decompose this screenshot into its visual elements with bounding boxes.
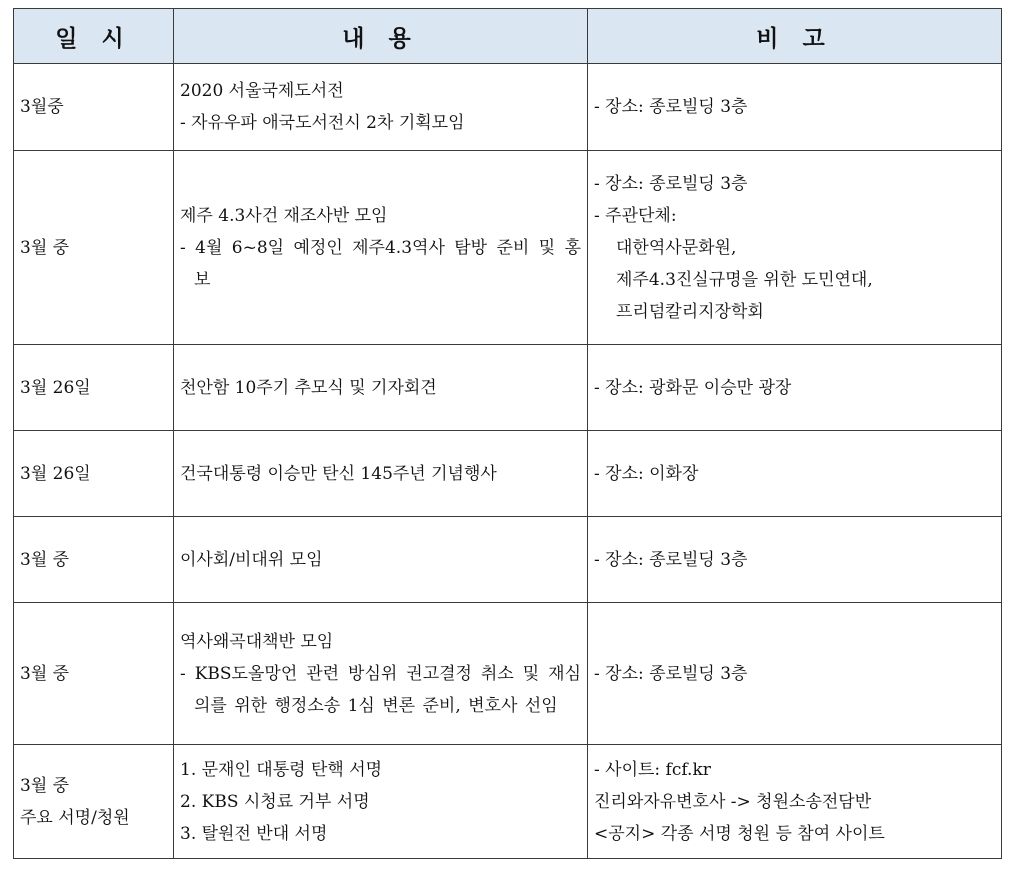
header-row xyxy=(14,9,1002,64)
content-title: 제주 4.3사건 재조사반 모임 xyxy=(180,205,388,226)
content-title: 천안함 10주기 추모식 및 기자회견 xyxy=(180,377,437,398)
content-title: 건국대통령 이승만 탄신 145주년 기념행사 xyxy=(180,463,497,484)
content-title: 2020 서울국제도서전 xyxy=(180,81,344,101)
note-text: - 장소: 종로빌딩 3층 xyxy=(594,549,748,570)
note-text: 진리와자유변호사 -> 청원소송전담반 xyxy=(594,791,872,812)
header-note: 비 고 xyxy=(588,9,1002,64)
date-cell xyxy=(14,517,174,603)
note-text: - 장소: 광화문 이승만 광장 xyxy=(594,377,792,398)
date-text: 3월 중 xyxy=(20,663,70,684)
content-cell xyxy=(174,745,588,859)
note-text: 제주4.3진실규명을 위한 도민연대, xyxy=(616,269,873,290)
date-cell xyxy=(14,345,174,431)
date-text: 3월 중 xyxy=(20,549,70,570)
date-text: 3월 26일 xyxy=(20,463,91,484)
date-cell xyxy=(14,603,174,745)
content-cell xyxy=(174,151,588,345)
date-cell xyxy=(14,745,174,859)
content-item: 1. 문재인 대통령 탄핵 서명 xyxy=(180,759,383,780)
note-cell xyxy=(588,517,1002,603)
content-item: 2. KBS 시청료 거부 서명 xyxy=(180,791,370,812)
note-cell xyxy=(588,745,1002,859)
note-text: - 장소: 종로빌딩 3층 xyxy=(594,97,748,117)
content-detail: - 4월 6~8일 예정인 제주4.3역사 탐방 준비 및 홍보 xyxy=(180,237,581,290)
date-cell xyxy=(14,151,174,345)
note-cell xyxy=(588,151,1002,345)
table-row xyxy=(14,745,1002,859)
date-text: 3월 26일 xyxy=(20,377,91,398)
content-cell xyxy=(174,517,588,603)
content-cell xyxy=(174,345,588,431)
table-row xyxy=(14,517,1002,603)
note-text: - 장소: 종로빌딩 3층 xyxy=(594,173,748,194)
note-text: <공지> 각종 서명 청원 등 참여 사이트 xyxy=(594,823,885,844)
date-text: 3월 중 xyxy=(20,237,70,258)
note-text: - 주관단체: xyxy=(594,205,677,226)
note-text: 프리덤칼리지장학회 xyxy=(616,301,764,322)
content-title: 이사회/비대위 모임 xyxy=(180,549,323,570)
content-item: 3. 탈원전 반대 서명 xyxy=(180,823,328,844)
date-text: 3월중 xyxy=(20,97,64,117)
table-row xyxy=(14,431,1002,517)
content-cell xyxy=(174,603,588,745)
note-cell xyxy=(588,431,1002,517)
table-row xyxy=(14,603,1002,745)
schedule-table xyxy=(13,8,1002,859)
content-detail: - 자유우파 애국도서전시 2차 기획모임 xyxy=(180,113,465,133)
header-content: 내 용 xyxy=(174,9,588,64)
header-date: 일 시 xyxy=(14,9,174,64)
note-text: - 장소: 이화장 xyxy=(594,463,699,484)
date-cell xyxy=(14,64,174,151)
table-row xyxy=(14,64,1002,151)
content-cell xyxy=(174,431,588,517)
content-cell xyxy=(174,64,588,151)
content-detail: - KBS도올망언 관련 방심위 권고결정 취소 및 재심의를 위한 행정소송 1심 변론 준비, 변호사 선임 xyxy=(180,663,581,716)
note-cell xyxy=(588,603,1002,745)
table-row xyxy=(14,345,1002,431)
note-text: - 사이트: fcf.kr xyxy=(594,759,711,780)
note-cell xyxy=(588,345,1002,431)
note-text: - 장소: 종로빌딩 3층 xyxy=(594,663,748,684)
note-cell xyxy=(588,64,1002,151)
date-cell xyxy=(14,431,174,517)
note-text: 대한역사문화원, xyxy=(616,237,737,258)
content-title: 역사왜곡대책반 모임 xyxy=(180,631,334,652)
date-subtext: 주요 서명/청원 xyxy=(20,807,130,828)
date-text: 3월 중 xyxy=(20,775,70,796)
table-row xyxy=(14,151,1002,345)
